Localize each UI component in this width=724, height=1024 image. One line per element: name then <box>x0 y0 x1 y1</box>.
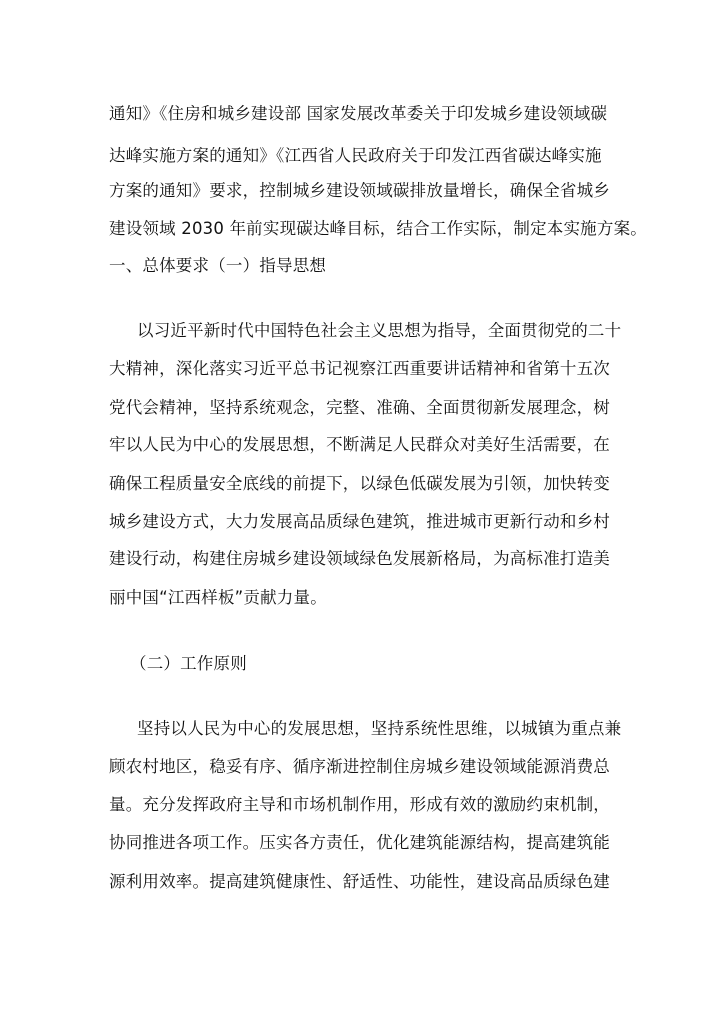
section-two-heading: （二）工作原则 <box>130 654 247 673</box>
guiding-line-2: 大精神，深化落实习近平总书记视察江西重要讲话精神和省第十五次 <box>109 359 610 378</box>
intro-line-1: 通知》《住房和城乡建设部 国家发展改革委关于印发城乡建设领域碳 <box>109 104 608 123</box>
intro-line-4: 建设领域 2030 年前实现碳达峰目标，结合工作实际，制定本实施方案。 <box>109 219 647 238</box>
intro-line-3: 方案的通知》要求，控制城乡建设领域碳排放量增长，确保全省城乡 <box>109 181 610 200</box>
intro-line-2: 达峰实施方案的通知》《江西省人民政府关于印发江西省碳达峰实施 <box>109 146 602 165</box>
guiding-line-5: 确保工程质量安全底线的前提下，以绿色低碳发展为引领，加快转变 <box>109 474 610 493</box>
guiding-line-1: 以习近平新时代中国特色社会主义思想为指导，全面贯彻党的二十 <box>137 321 622 340</box>
principle-line-4: 协同推进各项工作。压实各方责任，优化建筑能源结构，提高建筑能 <box>109 833 610 852</box>
principle-line-5: 源利用效率。提高建筑健康性、舒适性、功能性，建设高品质绿色建 <box>109 872 610 891</box>
section-one-heading: 一、总体要求（一）指导思想 <box>109 256 327 275</box>
guiding-line-4: 牢以人民为中心的发展思想，不断满足人民群众对美好生活需要，在 <box>109 435 610 454</box>
principle-line-2: 顾农村地区，稳妥有序、循序渐进控制住房城乡建设领域能源消费总 <box>109 757 610 776</box>
guiding-line-8: 丽中国“江西样板”贡献力量。 <box>109 588 327 607</box>
principle-line-1: 坚持以人民为中心的发展思想，坚持系统性思维，以城镇为重点兼 <box>137 719 622 738</box>
principle-line-3: 量。充分发挥政府主导和市场机制作用，形成有效的激励约束机制， <box>109 795 610 814</box>
guiding-line-7: 建设行动，构建住房城乡建设领域绿色发展新格局，为高标准打造美 <box>109 549 610 568</box>
guiding-line-3: 党代会精神，坚持系统观念，完整、准确、全面贯彻新发展理念，树 <box>109 398 610 417</box>
guiding-line-6: 城乡建设方式，大力发展高品质绿色建筑，推进城市更新行动和乡村 <box>109 512 610 531</box>
